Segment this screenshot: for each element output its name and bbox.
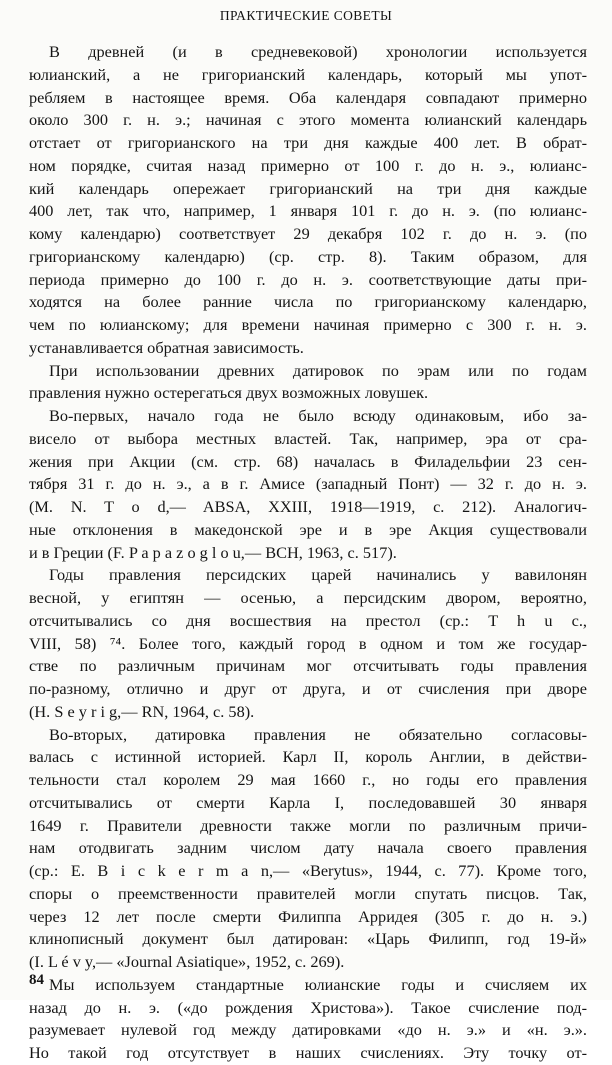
text-line: стве по различным причинам мог отсчитывать годы правления [29, 656, 587, 676]
text-line: При использовании древних датировок по эрам или по годам [49, 360, 587, 380]
text-line: отсчитывались со дня восшествия на престол (ср.: T h u c., [29, 610, 587, 630]
text-line: отстает от григорианского на три дня каждые 400 лет. В обрат- [29, 133, 587, 152]
text-line: юлианский, а не григорианский календарь, который мы упот- [29, 64, 587, 84]
text-line: григорианскому календарю) (ср. стр. 8). Таким образом, для [29, 246, 587, 266]
text-line: Во-первых, начало года не было всюду одинаковым, ибо за- [49, 406, 587, 425]
text-line: висело от выбора местных властей. Так, например, эра от сра- [29, 428, 587, 448]
text-line: Мы используем стандартные юлианские годы и счисляем их [49, 974, 587, 994]
text-line: В древней (и в средневековой) хронологии используется [49, 42, 587, 61]
body-text [29, 41, 587, 1065]
text-line: тельности стал королем 29 мая 1660 г., но годы его правления [29, 770, 587, 789]
text-line: споры о преемственности правителей могли спутать писцов. Так, [29, 883, 587, 903]
text-line: клинописный документ был датирован: «Царь Филипп, год 19-й» [29, 929, 587, 949]
text-line: нам отодвигать задним числом дату начала своего правления [29, 838, 587, 858]
text-line: правления нужно остерегаться двух возможных ловушек. [29, 383, 429, 403]
text-line: периода примерно до 100 г. до н. э. соответствующие даты при- [29, 269, 587, 289]
text-line: около 300 г. н. э.; начиная с этого момента юлианский календарь [29, 110, 587, 130]
text-line: кий календарь опережает григорианский на три дня каждые [29, 178, 587, 198]
text-line: VIII, 58) ⁷⁴. Более того, каждый город в одном и том же государ- [29, 633, 587, 653]
text-line: Во-вторых, датировка правления не обязательно согласовы- [49, 724, 587, 744]
text-line: ребляем в настоящее время. Оба календаря совпадают примерно [29, 87, 587, 107]
text-line: устанавливается обратная зависимость. [29, 337, 304, 357]
text-line: отсчитывались от смерти Карла I, последовавшей 30 января [29, 792, 587, 812]
text-line: кому календарю) соответствует 29 декабря 102 г. до н. э. (по [29, 224, 587, 243]
text-line: Годы правления персидских царей начинались у вавилонян [49, 565, 587, 585]
text-line: жения при Акции (см. стр. 68) началась в Филадельфии 23 сен- [29, 451, 587, 471]
text-line: ные отклонения в македонской эре и в эре Акция существовали [29, 519, 587, 539]
text-line: Но такой год отсутствует в наших счислениях. Эту точку от- [29, 1043, 587, 1062]
text-line: (ср.: E. B i c k e r m a n,— «Berytus», 1944, с. 77). Кроме того, [29, 861, 587, 880]
text-line: ном порядке, считая назад примерно от 100 г. до н. э., юлианс- [29, 155, 587, 175]
text-line: (I. L é v y,— «Journal Asiatique», 1952, с. 269). [29, 952, 345, 971]
text-line: 1649 г. Правители древности также могли по различным причи- [29, 815, 587, 835]
text-line: чем по юлианскому; для времени начиная примерно с 300 г. н. э. [29, 315, 587, 334]
text-line: через 12 лет после смерти Филиппа Арридея (305 г. до н. э.) [29, 906, 587, 926]
text-line: (M. N. T o d,— ABSA, XXIII, 1918—1919, с. 212). Аналогич- [29, 497, 587, 516]
page-number: 84 [29, 972, 44, 988]
text-line: и в Греции (F. P a p a z o g l o u,— BCH, 1963, с. 517). [29, 542, 397, 562]
text-line: тября 31 г. до н. э., а в г. Амисе (западный Понт) — 32 г. до н. э. [29, 474, 587, 494]
text-line: по-разному, отлично и друг от друга, и от счисления при дворе [29, 679, 587, 698]
text-line: валась с истинной историей. Карл II, король Англии, в действи- [29, 747, 587, 767]
text-line: 400 лет, так что, например, 1 января 101 г. до н. э. (по юлианс- [29, 201, 587, 221]
running-head: ПРАКТИЧЕСКИЕ СОВЕТЫ [219, 8, 393, 23]
text-line: назад до н. э. («до рождения Христова»). Такое счисление под- [29, 997, 587, 1017]
text-line: (H. S e y r i g,— RN, 1964, с. 58). [29, 701, 255, 721]
text-line: разумевает нулевой год между датировками «до н. э.» и «н. э.». [29, 1020, 587, 1040]
text-line: ходятся на более ранние числа по григорианскому календарю, [29, 292, 587, 312]
text-line: весной, у египтян — осенью, а персидским двором, вероятно, [29, 588, 587, 607]
